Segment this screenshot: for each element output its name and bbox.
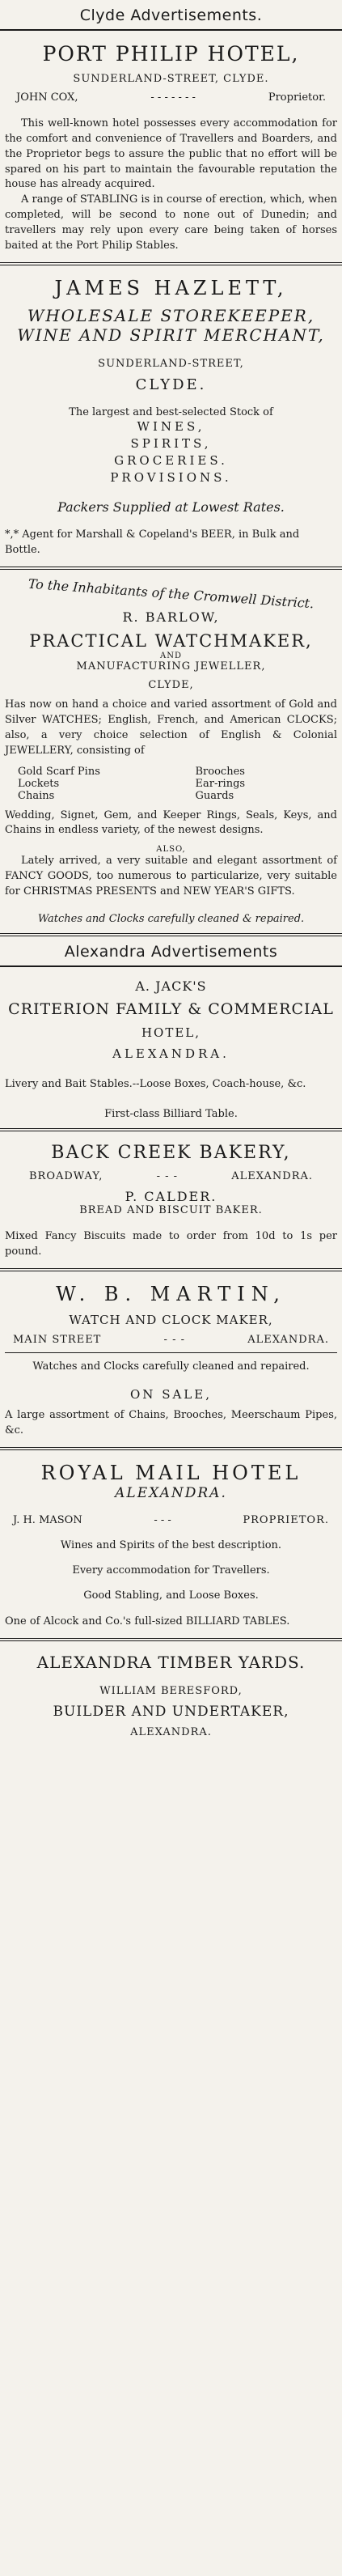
list-item: Lockets	[18, 777, 60, 790]
body-text: Watches and Clocks carefully cleaned and repaired.	[32, 1360, 310, 1373]
address-line	[5, 1170, 337, 1182]
town: CLYDE.	[135, 376, 207, 394]
body-text: Livery and Bait Stables.--Loose Boxes, Coach-house, &c.	[5, 1077, 306, 1090]
sale-heading: ON SALE,	[130, 1387, 212, 1403]
billiard-line: First-class Billiard Table.	[104, 1107, 238, 1120]
trade-line: WHOLESALE STOREKEEPER,	[27, 306, 315, 326]
body-text: A large assortment of Chains, Brooches, Meerschaum Pipes, &c.	[5, 1409, 337, 1437]
ad-title: A. JACK'S	[135, 978, 207, 994]
trade-line: MANUFACTURING JEWELLER,	[76, 660, 266, 673]
trade-line: WINE AND SPIRIT MERCHANT,	[17, 325, 325, 346]
body-text: A range of STABLING is in course of erection, which, when completed, will be second to none out of Dunedin; and travellers may rely upon every care being taken of horses baited at the Port Philip Stables.	[5, 193, 337, 252]
ad-hazlett	[0, 265, 342, 567]
list-item: Guards	[195, 789, 234, 802]
body-text: This well-known hotel possesses every accommodation for the comfort and convenience of Travellers and Boarders, and the Proprietor begs to assure the public that no effort will be spared on his part to maintain the favourable reputation the house has already acquired.	[5, 117, 337, 191]
proprietor-name: J. H. MASON	[13, 1513, 82, 1526]
ad-title: BACK CREEK BAKERY,	[51, 1142, 291, 1163]
body-line: One of Alcock and Co.'s full-sized BILLIARD TABLES.	[5, 1615, 290, 1628]
town: ALEXANDRA.	[130, 1725, 212, 1738]
ad-barlow	[0, 570, 342, 933]
trade-line: CRITERION FAMILY & COMMERCIAL	[8, 999, 334, 1018]
ad-title: PORT PHILIP HOTEL,	[42, 42, 300, 66]
list-item: WINES,	[137, 419, 205, 435]
list-item: Ear-rings	[195, 777, 246, 790]
trade-line: PRACTICAL WATCHMAKER,	[29, 631, 313, 651]
owner: P. CALDER.	[125, 1189, 217, 1205]
trade-line: BUILDER AND UNDERTAKER,	[53, 1703, 289, 1720]
trade-line: WATCH AND CLOCK MAKER,	[69, 1312, 273, 1327]
town: ALEXANDRA.	[231, 1170, 313, 1183]
ad-title: JAMES HAZLETT,	[54, 276, 288, 299]
ad-martin	[0, 1271, 342, 1447]
street: BROADWAY,	[29, 1170, 103, 1183]
list-item: SPIRITS,	[130, 436, 212, 452]
town: ALEXANDRA.	[112, 1046, 230, 1061]
dashes: - - -	[163, 1333, 185, 1346]
list-item: Gold Scarf Pins	[18, 765, 100, 778]
and: AND	[160, 651, 182, 661]
body-text: Mixed Fancy Biscuits made to order from 10d to 1s per pound.	[5, 1230, 337, 1258]
proprietor-label: PROPRIETOR.	[243, 1513, 329, 1526]
owner: WILLIAM BERESFORD,	[99, 1684, 243, 1697]
agent-line: *,* Agent for Marshall & Copeland's BEER, in Bulk and Bottle.	[5, 528, 300, 557]
ad-title: R. BARLOW,	[122, 609, 220, 626]
list-item: Brooches	[195, 765, 245, 778]
proprietor-label: Proprietor.	[268, 91, 326, 104]
ad-title: ROYAL MAIL HOTEL	[40, 1462, 302, 1485]
ad-timber	[0, 1641, 342, 1746]
proprietor-line	[5, 1514, 337, 1526]
body-text: Lately arrived, a very suitable and elegant assortment of FANCY GOODS, too numerous to particularize, very suitable for CHRISTMAS PRESENTS and NEW YEAR'S GIFTS.	[5, 855, 337, 898]
dashes: - - -	[156, 1170, 179, 1183]
divider	[5, 1352, 337, 1353]
also: ALSO,	[156, 845, 186, 855]
list-item: GROCERIES.	[114, 453, 228, 469]
stock-line: The largest and best-selected Stock of	[69, 406, 273, 419]
ad-jack	[0, 967, 342, 1128]
section-title-alexandra: Alexandra Advertisements	[0, 936, 342, 967]
body-text: Wedding, Signet, Gem, and Keeper Rings, Seals, Keys, and Chains in endless variety, of the newest designs.	[5, 808, 337, 837]
list-item: Chains	[18, 789, 55, 802]
town: ALEXANDRA.	[247, 1333, 329, 1346]
dashes: - - -	[154, 1513, 171, 1526]
proprietor-name: JOHN COX,	[16, 91, 78, 104]
body-line: Good Stabling, and Loose Boxes.	[83, 1589, 259, 1602]
stock-list	[5, 418, 337, 486]
ad-title: ALEXANDRA TIMBER YARDS.	[36, 1652, 306, 1672]
jewellery-list	[5, 766, 337, 802]
trade-line: BREAD AND BISCUIT BAKER.	[79, 1204, 263, 1217]
town: ALEXANDRA.	[115, 1484, 227, 1501]
address: SUNDERLAND-STREET, CLYDE.	[73, 73, 269, 85]
address-line	[5, 1334, 337, 1346]
town: CLYDE,	[148, 679, 194, 692]
banner: To the Inhabitants of the Cromwell District.	[27, 575, 315, 612]
ad-title: W. B. MARTIN,	[56, 1282, 286, 1305]
packers-line: Packers Supplied at Lowest Rates.	[57, 499, 285, 516]
footer-line: Watches and Clocks carefully cleaned & repaired.	[37, 912, 305, 925]
address: SUNDERLAND-STREET,	[98, 358, 244, 371]
street: MAIN STREET	[13, 1333, 102, 1346]
trade-line: HOTEL,	[141, 1025, 201, 1040]
body-line: Wines and Spirits of the best description.	[60, 1538, 282, 1551]
list-item: PROVISIONS.	[110, 470, 232, 486]
ad-port-philip	[0, 31, 342, 262]
body-line: Every accommodation for Travellers.	[72, 1564, 270, 1577]
ad-bakery	[0, 1131, 342, 1268]
section-title-clyde: Clyde Advertisements.	[0, 0, 342, 31]
dashes: - - - - - - -	[150, 91, 196, 104]
ad-royal-mail	[0, 1450, 342, 1638]
body-text: Has now on hand a choice and varied assortment of Gold and Silver WATCHES; English, French, and American CLOCKS; also, a very choice selection of English & Colonial JEWELLERY, consisting of	[5, 698, 337, 757]
proprietor-line	[5, 91, 337, 104]
